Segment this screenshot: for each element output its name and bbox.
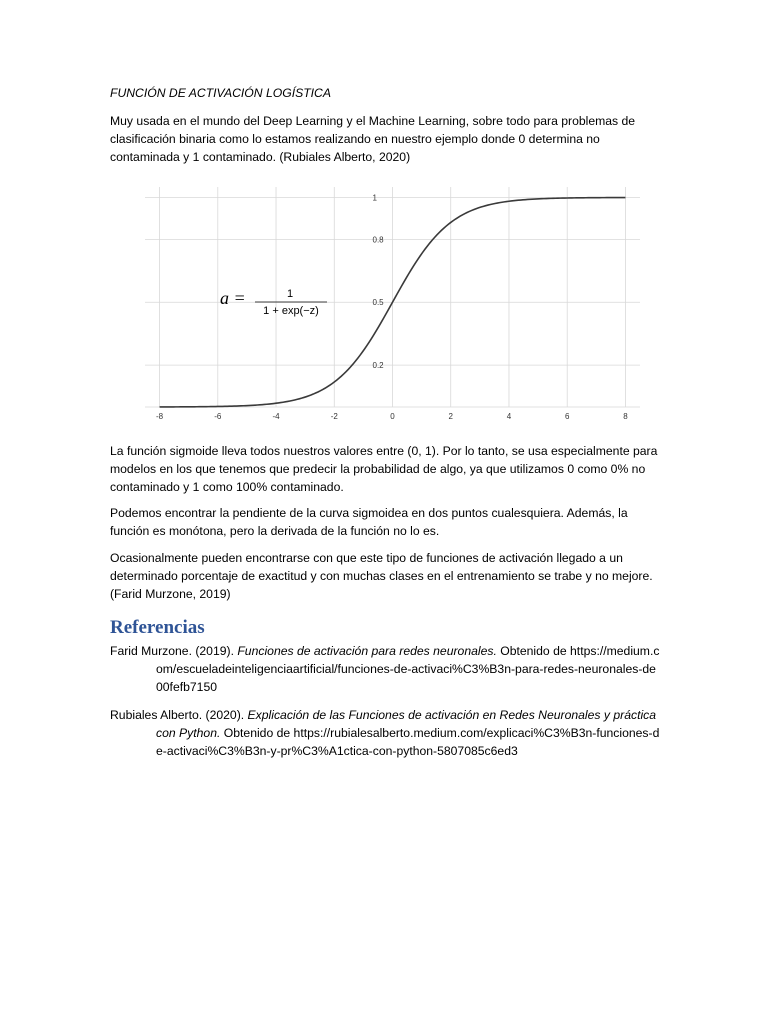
x-tick-label: -8 (155, 412, 164, 421)
formula-lhs: a = (220, 288, 246, 308)
y-tick-labels (373, 193, 385, 370)
x-tick-label: 0 (390, 412, 395, 421)
paragraph-intro: Muy usada en el mundo del Deep Learning y el Machine Learning, sobre todo para problemas de clasificación binaria como lo estamos realizando en nuestro ejemplo donde 0 determina no contaminada y 1 contaminado. (Rubiales Alberto, 2020) (110, 114, 636, 164)
x-tick-labels (156, 412, 628, 421)
reference-author: Farid Murzone. (2019). (110, 644, 234, 658)
reference-link: Obtenido de https://medium.com/escueladeinteligenciaartificial/funciones-de-activaci%C3%B3n-para-redes-neuronales-de00fefb7150 (156, 644, 660, 694)
y-tick-label: 0.8 (372, 235, 384, 245)
paragraph-saturation: Ocasionalmente pueden encontrarse con que este tipo de funciones de activación llegado a un determinado porcentaje de exactitud y con muchas clases en el entrenamiento se trabe y no mejore. (Farid Murzone, 2019) (110, 551, 653, 601)
x-tick-label: 2 (448, 412, 453, 421)
paragraph-range: La función sigmoide lleva todos nuestros valores entre (0, 1). Por lo tanto, se usa especialmente para modelos en los que tenemos que predecir la probabilidad de algo, ya que utilizamos 0 como 0% no contaminado y 1 como 100% contaminado. (110, 444, 658, 494)
references-list (110, 642, 660, 770)
formula-denominator: 1 + exp(−z) (263, 305, 319, 317)
y-tick-label: 0.5 (372, 298, 384, 308)
y-tick-label: 1 (372, 193, 377, 203)
reference-title: Funciones de activación para redes neuronales. (237, 644, 497, 658)
x-tick-label: -6 (214, 412, 222, 421)
x-tick-label: -2 (330, 412, 338, 421)
references-title: Referencias (110, 617, 205, 638)
x-tick-label: 6 (564, 412, 570, 421)
reference-author: Rubiales Alberto. (2020). (110, 708, 245, 722)
y-tick-label: 0.2 (372, 361, 384, 371)
reference-link: Obtenido de https://rubialesalberto.medium.com/explicaci%C3%B3n-funciones-de-activaci%C3%B3n-y-pr%C3%A1ctica-con-python-5807085c6ed3 (156, 726, 660, 758)
x-tick-label: 8 (623, 412, 628, 421)
paragraph-slope: Podemos encontrar la pendiente de la curva sigmoidea en dos puntos cualesquiera. Además, la función es monótona, pero la derivada de la función no lo es. (110, 506, 628, 538)
reference-title: Explicación de las Funciones de activación en Redes Neuronales y práctica con Python. (156, 708, 657, 740)
sigmoid-figure (135, 175, 645, 425)
section-title: FUNCIÓN DE ACTIVACIÓN LOGÍSTICA (110, 86, 331, 100)
reference-item (110, 706, 660, 760)
formula-numerator: 1 (286, 288, 294, 300)
x-tick-label: -4 (272, 412, 280, 421)
reference-item (110, 642, 660, 696)
sigmoid-chart (135, 175, 645, 425)
x-tick-label: 4 (506, 412, 512, 421)
